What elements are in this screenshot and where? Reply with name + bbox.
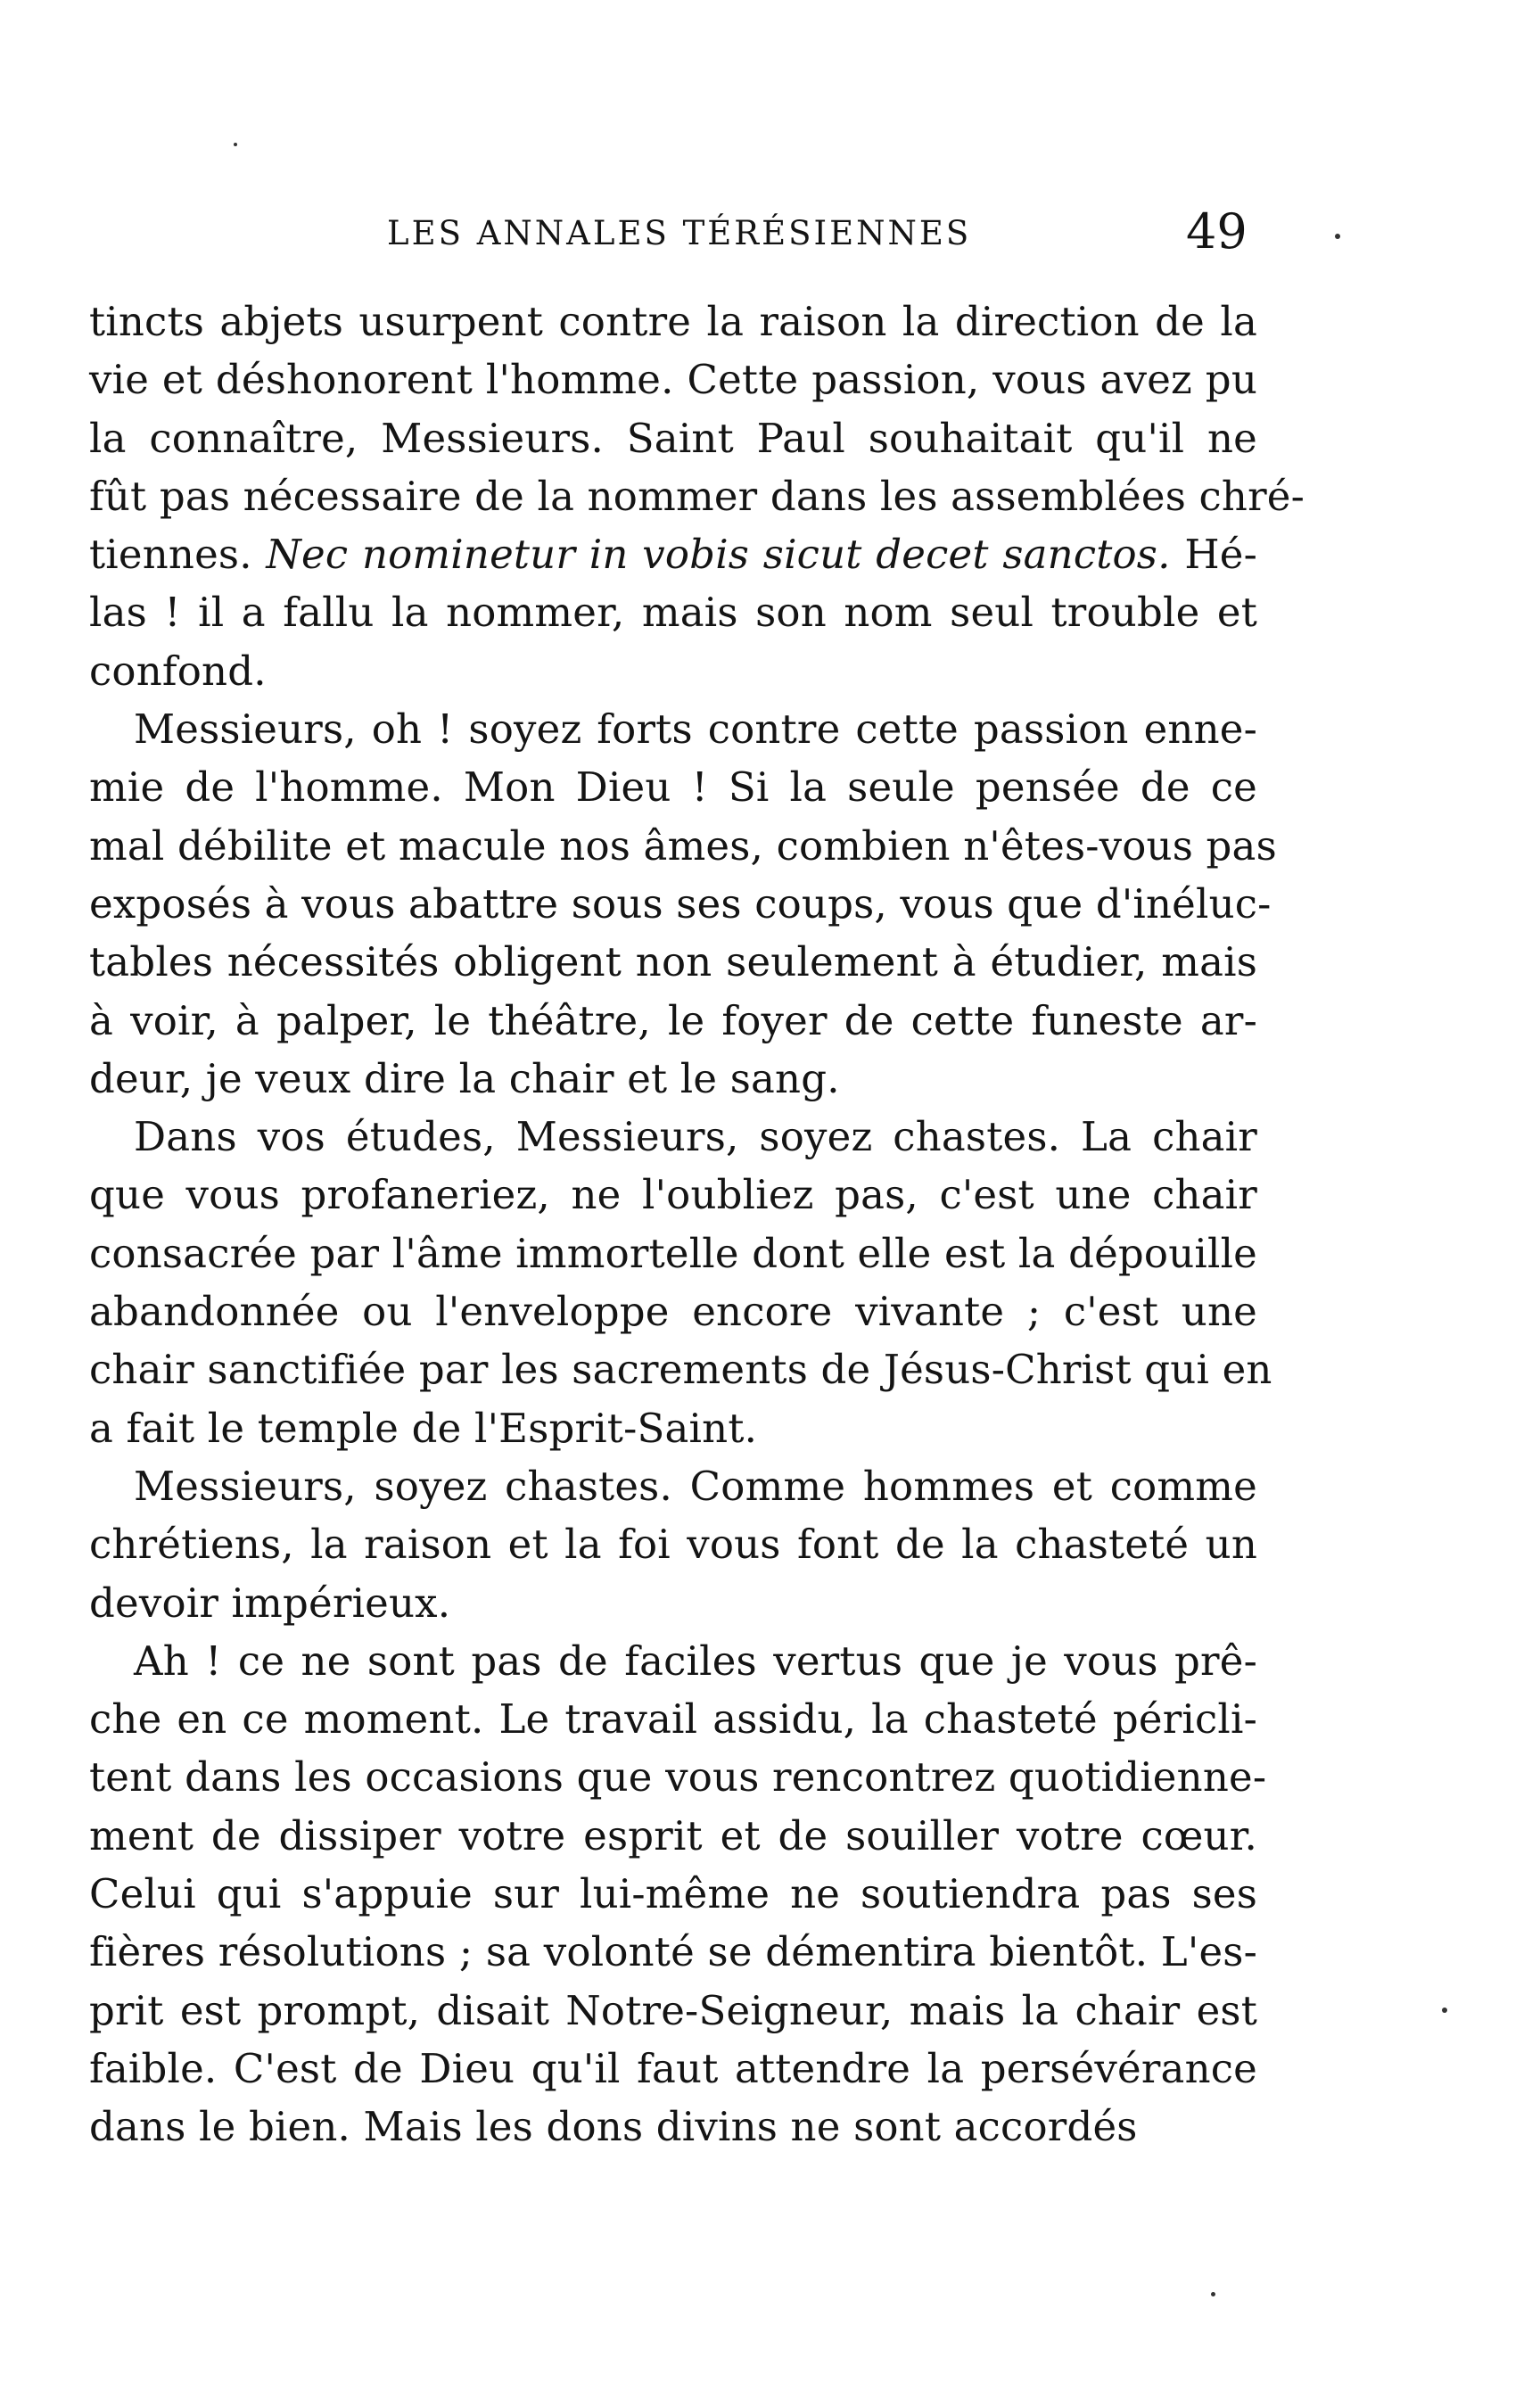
text-line: chair sanctifiée par les sacrements de Jésus-Christ qui en <box>89 1346 1272 1394</box>
text-line: ment de dissiper votre esprit et de souiller votre cœur. <box>89 1811 1257 1859</box>
text-line: tincts abjets usurpent contre la raison la direction de la <box>89 298 1257 345</box>
body-text <box>89 293 1305 2156</box>
text-line: a fait le temple de l'Esprit-Saint. <box>89 1404 758 1452</box>
text-line: che en ce moment. Le travail assidu, la chasteté péricli- <box>89 1695 1257 1744</box>
text-line: abandonnée ou l'enveloppe encore vivante ; c'est une <box>89 1288 1257 1336</box>
print-speck <box>1211 2292 1215 2296</box>
page-number: 49 <box>1186 203 1248 260</box>
text-line: exposés à vous abattre sous ses coups, vous que d'inéluc- <box>89 879 1272 928</box>
text-line: las ! il a fallu la nommer, mais son nom seul trouble et <box>89 589 1257 637</box>
text-line: tiennes. Nec nominetur in vobis sicut decet sanctos. Hé- <box>89 531 1258 579</box>
text-line: à voir, à palper, le théâtre, le foyer de cette funeste ar- <box>89 996 1257 1044</box>
text-line: vie et déshonorent l'homme. Cette passion, vous avez pu <box>89 356 1257 404</box>
text-line: fût pas nécessaire de la nommer dans les assemblées chré- <box>89 472 1305 520</box>
text-line: deur, je veux dire la chair et le sang. <box>89 1054 840 1102</box>
text-line: Messieurs, oh ! soyez forts contre cette passion enne- <box>134 705 1257 754</box>
text-line: dans le bien. Mais les dons divins ne sont accordés <box>89 2103 1138 2151</box>
text-line: Messieurs, soyez chastes. Comme hommes et comme <box>134 1462 1257 1510</box>
running-title: LES ANNALES TÉRÉSIENNES <box>387 214 972 252</box>
text-line: Ah ! ce ne sont pas de faciles vertus que je vous prê- <box>134 1637 1257 1685</box>
text-line: Dans vos études, Messieurs, soyez chastes. La chair <box>134 1113 1257 1161</box>
text-line: devoir impérieux. <box>89 1579 451 1627</box>
text-line: la connaître, Messieurs. Saint Paul souhaitait qu'il ne <box>89 414 1257 462</box>
latin-quotation: Nec nominetur in vobis sicut decet sanctos. <box>266 531 1171 579</box>
text-line: fières résolutions ; sa volonté se démentira bientôt. L'es- <box>89 1928 1257 1976</box>
text-line: confond. <box>89 647 267 695</box>
text-line: faible. C'est de Dieu qu'il faut attendre la persévérance <box>89 2044 1257 2092</box>
text-line: que vous profaneriez, ne l'oubliez pas, c'est une chair <box>89 1171 1257 1219</box>
text-line: chrétiens, la raison et la foi vous font de la chasteté un <box>89 1521 1257 1569</box>
text-line: tables nécessités obligent non seulement à étudier, mais <box>89 938 1257 986</box>
text-line: mie de l'homme. Mon Dieu ! Si la seule pensée de ce <box>89 763 1257 812</box>
text-line: prit est prompt, disait Notre-Seigneur, mais la chair est <box>89 1986 1257 2034</box>
print-speck <box>1335 234 1340 239</box>
text-line: tent dans les occasions que vous rencontrez quotidienne- <box>89 1753 1267 1801</box>
text-line: consacrée par l'âme immortelle dont elle est la dépouille <box>89 1229 1257 1277</box>
running-header <box>0 203 1540 266</box>
print-speck <box>1442 2008 1447 2013</box>
print-speck <box>234 143 237 146</box>
text-line: Celui qui s'appuie sur lui-même ne soutiendra pas ses <box>89 1870 1257 1918</box>
text-line: mal débilite et macule nos âmes, combien n'êtes-vous pas <box>89 821 1277 870</box>
